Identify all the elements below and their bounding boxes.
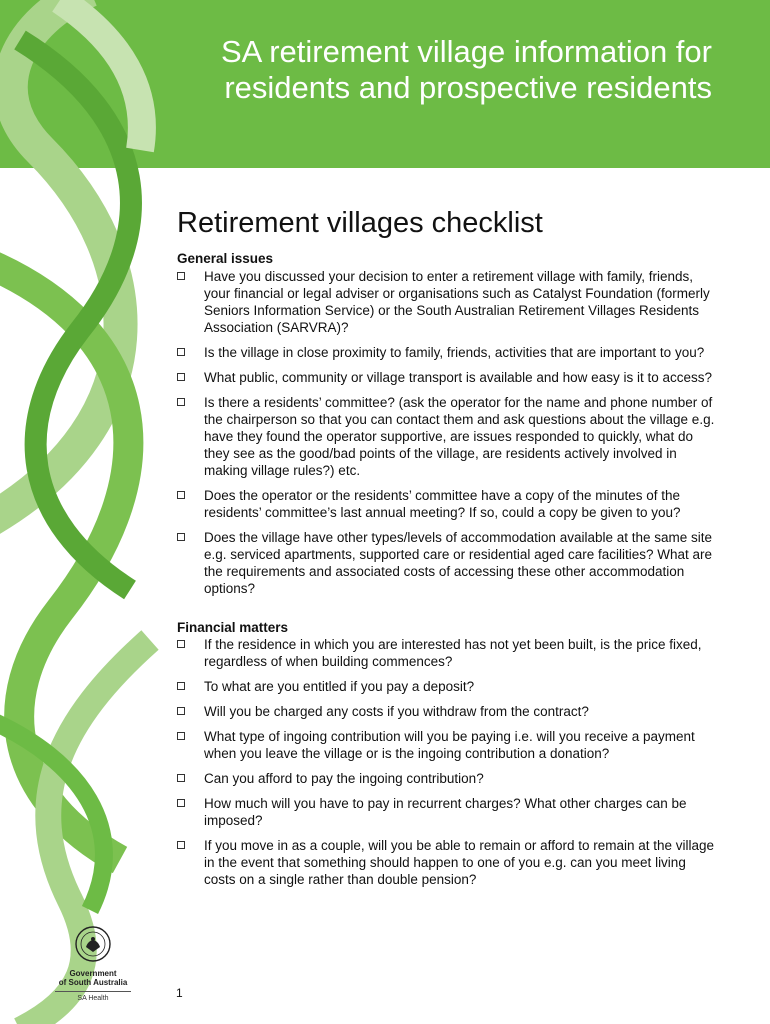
checkbox[interactable]: [177, 398, 185, 406]
checkbox[interactable]: [177, 799, 185, 807]
checkbox[interactable]: [177, 682, 185, 690]
checkbox[interactable]: [177, 272, 185, 280]
checklist-item: [177, 487, 717, 521]
checklist-item-text: If you move in as a couple, will you be able to remain or afford to remain at the village in the event that something should happen to one of you e.g. can you meet living costs on a single rather than double pension?: [204, 838, 715, 887]
checklist-item: [177, 837, 717, 888]
page-title: Retirement villages checklist: [177, 207, 543, 239]
logo-subtitle: SA Health: [77, 995, 109, 1002]
checklist-item-text: Does the village have other types/levels of accommodation available at the same site e.g. serviced apartments, supported care or residential aged care facilities? What are the requirements and associated costs of accessing these other accommodation options?: [204, 530, 713, 596]
checkbox[interactable]: [177, 373, 185, 381]
checklist-item: [177, 344, 717, 361]
checklist-item-text: Is there a residents’ committee? (ask the operator for the name and phone number of the chairperson so that you can contact them and ask questions about the village e.g. have they found the operator supportive, are issues responded to quickly, what do they see as the good/bad points of the village, are residents actively involved in making village rules?) etc.: [204, 395, 715, 478]
checklist-item-text: Is the village in close proximity to family, friends, activities that are important to you?: [204, 345, 705, 360]
government-logo: [52, 924, 134, 1003]
checklist-item-text: Have you discussed your decision to enter a retirement village with family, friends, your financial or legal adviser or organisations such as Catalyst Foundation (formerly Seniors Information Service) or the South Australian Retirement Villages Residents Association (SARVRA)?: [204, 269, 710, 335]
logo-line-1: Government: [69, 969, 117, 978]
checklist-item-text: To what are you entitled if you pay a deposit?: [204, 679, 475, 694]
section-general: [177, 250, 717, 597]
checklist-item-text: If the residence in which you are interested has not yet been built, is the price fixed, regardless of when building commences?: [204, 637, 702, 669]
checklist-item: [177, 268, 717, 336]
page-number: 1: [176, 986, 183, 1000]
checklist-item: [177, 636, 717, 670]
checklist-item: [177, 394, 717, 479]
checkbox[interactable]: [177, 348, 185, 356]
checklist-item: [177, 529, 717, 597]
checklist-item-text: What type of ingoing contribution will you be paying i.e. will you receive a payment when you leave the village or is the ingoing contribution a donation?: [204, 729, 695, 761]
checklist-item-text: How much will you have to pay in recurrent charges? What other charges can be imposed?: [204, 796, 687, 828]
checkbox[interactable]: [177, 774, 185, 782]
checklist-item-text: Will you be charged any costs if you withdraw from the contract?: [204, 704, 589, 719]
logo-divider: [55, 991, 131, 992]
header-title: SA retirement village information for residents and prospective residents: [220, 34, 712, 105]
section-heading: Financial matters: [177, 620, 289, 635]
logo-line-2: of South Australia: [58, 978, 128, 987]
checklist-item-text: What public, community or village transport is available and how easy is it to access?: [204, 370, 712, 385]
checklist-item-text: Can you afford to pay the ingoing contribution?: [204, 771, 484, 786]
checkbox[interactable]: [177, 707, 185, 715]
checkbox[interactable]: [177, 841, 185, 849]
checklist-item: [177, 770, 717, 787]
checklist-item: [177, 728, 717, 762]
checklist-item-text: Does the operator or the residents’ committee have a copy of the minutes of the residents’ committee’s last annual meeting? If so, could a copy be given to you?: [204, 488, 681, 520]
checklist-item: [177, 703, 717, 720]
section-heading: General issues: [177, 251, 274, 266]
checkbox[interactable]: [177, 533, 185, 541]
checklist-item: [177, 678, 717, 695]
checklist-item: [177, 795, 717, 829]
checkbox[interactable]: [177, 732, 185, 740]
checklist-content: [177, 206, 717, 888]
state-crest-icon: [73, 924, 113, 964]
checkbox[interactable]: [177, 640, 185, 648]
checklist-item: [177, 369, 717, 386]
section-financial: [177, 619, 717, 888]
checkbox[interactable]: [177, 491, 185, 499]
